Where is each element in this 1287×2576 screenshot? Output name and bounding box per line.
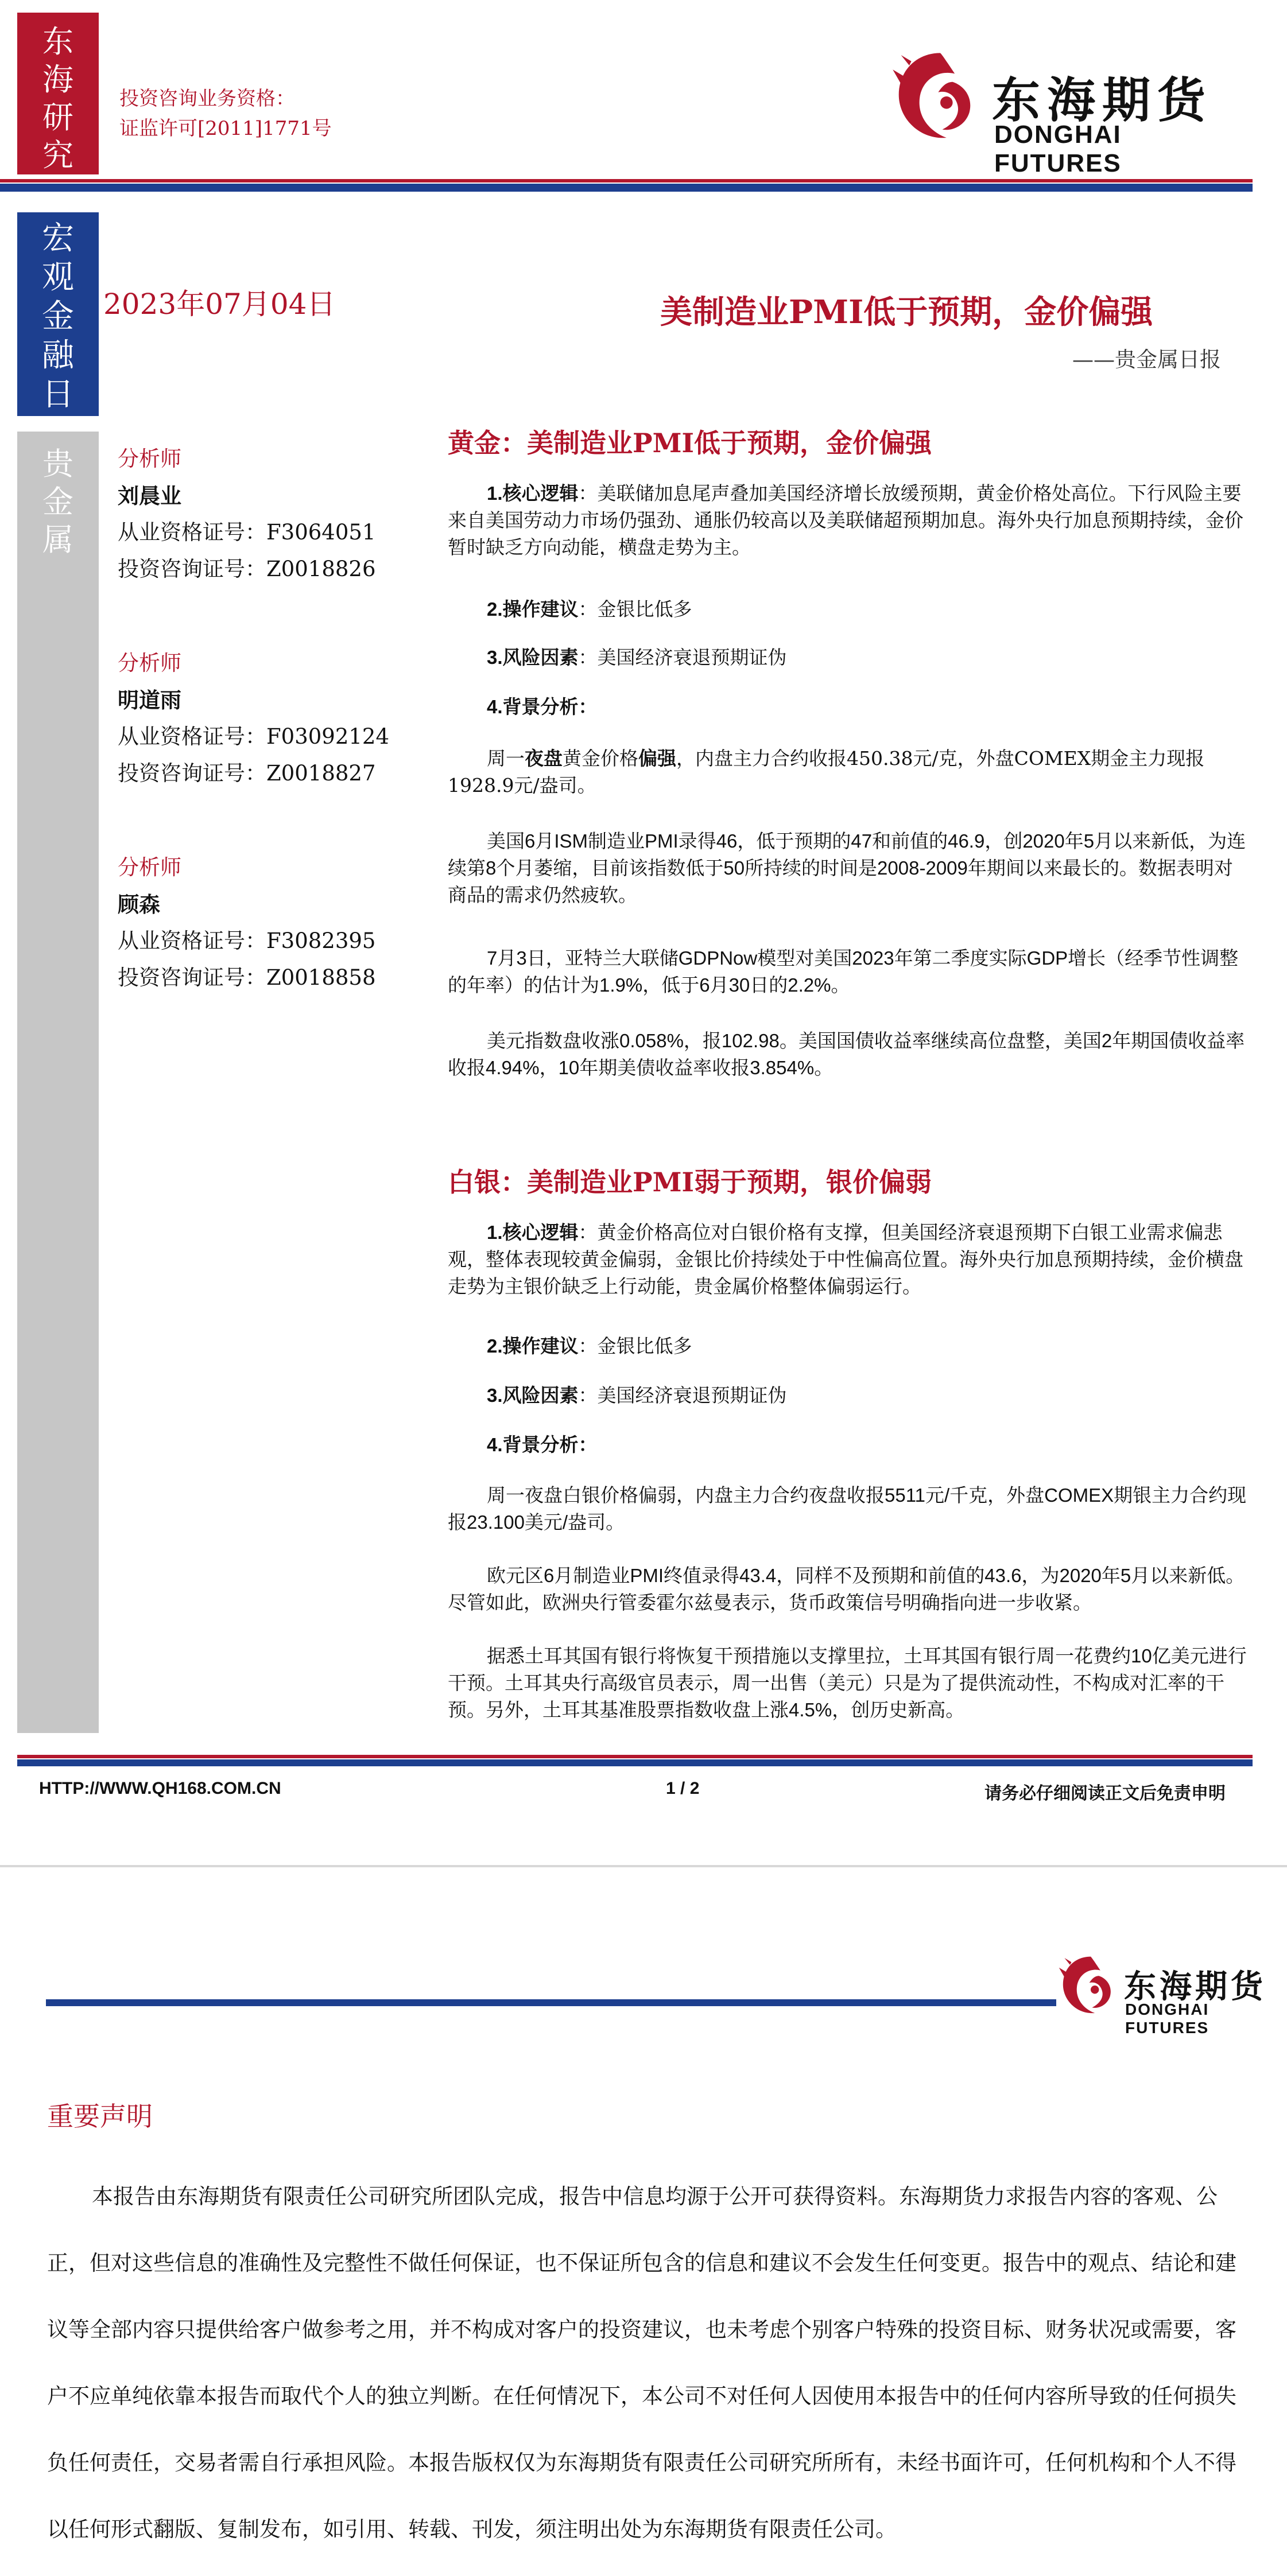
logo-chinese-name: 东海期货 bbox=[1124, 1968, 1266, 2006]
company-logo bbox=[889, 45, 1256, 177]
gold-risk bbox=[448, 644, 1249, 671]
header-divider-blue bbox=[0, 184, 1253, 192]
logo-english-name: DONGHAI FUTURES bbox=[994, 121, 1122, 177]
analyst-role: 分析师 bbox=[118, 855, 181, 880]
analyst-cert: 从业资格证号：F3082395 bbox=[118, 928, 376, 953]
logo-english-name: DONGHAI FUTURES bbox=[1125, 2000, 1210, 2037]
report-subtitle: ——贵金属日报 bbox=[1072, 347, 1221, 372]
gold-bg-1-post: ，内盘主力合约收报450.38元/克，外盘COMEX期金主力现报1928.9元/盎司。 bbox=[448, 747, 1205, 796]
gold-bg-3: 7月3日，亚特兰大联储GDPNow模型对美国2023年第二季度实际GDP增长（经季节性调整的年率）的估计为1.9%，低于6月30日的2.2%。 bbox=[448, 947, 1239, 996]
silver-risk bbox=[448, 1382, 1249, 1409]
footer-divider-red bbox=[17, 1755, 1253, 1758]
silver-bg-label: 4.背景分析： bbox=[487, 1434, 598, 1455]
silver-core-logic-label: 1.核心逻辑 bbox=[487, 1222, 579, 1243]
gold-core-logic bbox=[448, 480, 1249, 561]
header-divider-red bbox=[0, 179, 1253, 182]
gold-bg-1-bold-2: 偏强 bbox=[638, 747, 676, 770]
gold-advice-label: 2.操作建议 bbox=[487, 599, 579, 620]
analyst-consult: 投资咨询证号：Z0018827 bbox=[118, 761, 376, 786]
silver-advice-text: ：金银比低多 bbox=[578, 1335, 692, 1357]
notice-body: 本报告由东海期货有限责任公司研究所团队完成，报告中信息均源于公开可获得资料。东海期货力求报告内容的客观、公正，但对这些信息的准确性及完整性不做任何保证，也不保证所包含的信息和建议不会发生任何变更。报告中的观点、结论和建议等全部内容只提供给客户做参考之用，并不构成对客户的投资建议，也未考虑个别客户特殊的投资目标、财务状况或需要，客户不应单纯依靠本报告而取代个人的独立判断。在任何情况下，本公司不对任何人因使用本报告中的任何内容所导致的任何损失负任何责任，交易者需自行承担风险。本报告版权仅为东海期货有限责任公司研究所所有，未经书面许可，任何机构和个人不得以任何形式翻版、复制发布，如引用、转载、刊发，须注明出处为东海期货有限责任公司。 bbox=[47, 2184, 1236, 2542]
silver-advice bbox=[448, 1332, 1249, 1359]
gold-bg-label: 4.背景分析： bbox=[487, 696, 598, 717]
category-sidebar bbox=[17, 432, 99, 1733]
silver-section-heading: 白银：美制造业PMI弱于预期，银价偏弱 bbox=[448, 1167, 932, 1198]
report-date: 2023年07月04日 bbox=[103, 287, 336, 321]
analyst-block bbox=[118, 849, 376, 996]
category-text: 贵金属 bbox=[42, 446, 73, 558]
dragon-logo-icon bbox=[1056, 1951, 1125, 2020]
license-info bbox=[119, 84, 332, 143]
gold-risk-label: 3.风险因素 bbox=[487, 647, 579, 668]
research-tag bbox=[17, 13, 99, 174]
silver-core-logic-text: ：黄金价格高位对白银价格有支撑，但美国经济衰退预期下白银工业需求偏悲观，整体表现较黄金偏弱，金银比价持续处于中性偏高位置。海外央行加息预期持续，金价横盘走势为主银价缺乏上行动能，贵金属价格整体偏弱运行。 bbox=[448, 1221, 1243, 1297]
gold-background-label bbox=[448, 693, 1249, 720]
analyst-block bbox=[118, 441, 376, 588]
footer-disclaimer: 请务必仔细阅读正文后免责申明 bbox=[984, 1784, 1226, 1804]
license-line-1: 投资咨询业务资格： bbox=[119, 87, 295, 110]
analyst-role: 分析师 bbox=[118, 651, 181, 675]
analyst-consult: 投资咨询证号：Z0018826 bbox=[118, 557, 376, 581]
analyst-role: 分析师 bbox=[118, 446, 181, 471]
gold-bg-4: 美元指数盘收涨0.058%，报102.98。美国国债收益率继续高位盘整，美国2年期国债收益率收报4.94%，10年期美债收益率收报3.854%。 bbox=[448, 1030, 1245, 1078]
logo-chinese-name: 东海期货 bbox=[992, 72, 1213, 129]
gold-bg-1-mid: 黄金价格 bbox=[563, 747, 638, 770]
gold-section-heading: 黄金：美制造业PMI低于预期，金价偏强 bbox=[448, 428, 932, 459]
analyst-block bbox=[118, 645, 389, 792]
analyst-consult: 投资咨询证号：Z0018858 bbox=[118, 965, 376, 990]
company-logo-page2 bbox=[1056, 1951, 1286, 2037]
silver-risk-text: ：美国经济衰退预期证伪 bbox=[578, 1384, 787, 1406]
page-separator bbox=[0, 1865, 1287, 1867]
analyst-name: 刘晨业 bbox=[118, 483, 181, 508]
analyst-name: 顾森 bbox=[118, 892, 160, 917]
silver-advice-label: 2.操作建议 bbox=[487, 1335, 579, 1357]
silver-bg-1: 周一夜盘白银价格偏弱，内盘主力合约夜盘收报5511元/千克，外盘COMEX期银主力合约现报23.100美元/盎司。 bbox=[448, 1485, 1247, 1533]
silver-risk-label: 3.风险因素 bbox=[487, 1385, 579, 1406]
footer-page-number: 1 / 2 bbox=[666, 1779, 700, 1798]
report-type-tag bbox=[17, 212, 99, 416]
notice-title: 重要声明 bbox=[47, 2101, 153, 2132]
footer-url: HTTP://WWW.QH168.COM.CN bbox=[39, 1779, 281, 1798]
research-tag-text: 东海研究 bbox=[42, 24, 73, 173]
gold-core-logic-label: 1.核心逻辑 bbox=[487, 483, 579, 504]
gold-bg-1-pre: 周一 bbox=[487, 747, 525, 770]
page2-header-divider bbox=[46, 1999, 1056, 2006]
silver-bg-3: 据悉土耳其国有银行将恢复干预措施以支撑里拉，土耳其国有银行周一花费约10亿美元进行干预。土耳其央行高级官员表示，周一出售（美元）只是为了提供流动性，不构成对汇率的干预。另外，土耳其基准股票指数收盘上涨4.5%，创历史新高。 bbox=[448, 1645, 1247, 1720]
license-line-2: 证监许可[2011]1771号 bbox=[119, 117, 332, 140]
analyst-cert: 从业资格证号：F3064051 bbox=[118, 520, 376, 545]
gold-bg-2: 美国6月ISM制造业PMI录得46，低于预期的47和前值的46.9，创2020年5月以来新低，为连续第8个月萎缩，目前该指数低于50所持续的时间是2008-2009年期间以来最长的。数据表明对商品的需求仍然疲软。 bbox=[448, 830, 1246, 906]
gold-bg-1 bbox=[448, 745, 1249, 799]
gold-core-logic-text: ：美联储加息尾声叠加美国经济增长放缓预期，黄金价格处高位。下行风险主要来自美国劳动力市场仍强劲、通胀仍较高以及美联储超预期加息。海外央行加息预期持续，金价暂时缺乏方向动能，横盘走势为主。 bbox=[448, 482, 1243, 558]
analyst-name: 明道雨 bbox=[118, 687, 181, 713]
gold-advice bbox=[448, 596, 1249, 623]
report-type-text: 宏观金融日 bbox=[42, 220, 74, 413]
silver-background-label bbox=[448, 1431, 1249, 1458]
gold-advice-text: ：金银比低多 bbox=[578, 598, 692, 620]
category-tag bbox=[17, 432, 99, 559]
silver-core-logic bbox=[448, 1219, 1249, 1300]
footer-divider-blue bbox=[17, 1759, 1253, 1766]
report-title: 美制造业PMI低于预期，金价偏强 bbox=[660, 293, 1153, 331]
gold-risk-text: ：美国经济衰退预期证伪 bbox=[578, 646, 787, 669]
dragon-logo-icon bbox=[889, 45, 992, 148]
silver-bg-2: 欧元区6月制造业PMI终值录得43.4，同样不及预期和前值的43.6，为2020年5月以来新低。尽管如此，欧洲央行管委霍尔兹曼表示，货币政策信号明确指向进一步收紧。 bbox=[448, 1565, 1245, 1613]
analyst-cert: 从业资格证号：F03092124 bbox=[118, 724, 389, 749]
gold-bg-1-bold-1: 夜盘 bbox=[525, 747, 563, 770]
